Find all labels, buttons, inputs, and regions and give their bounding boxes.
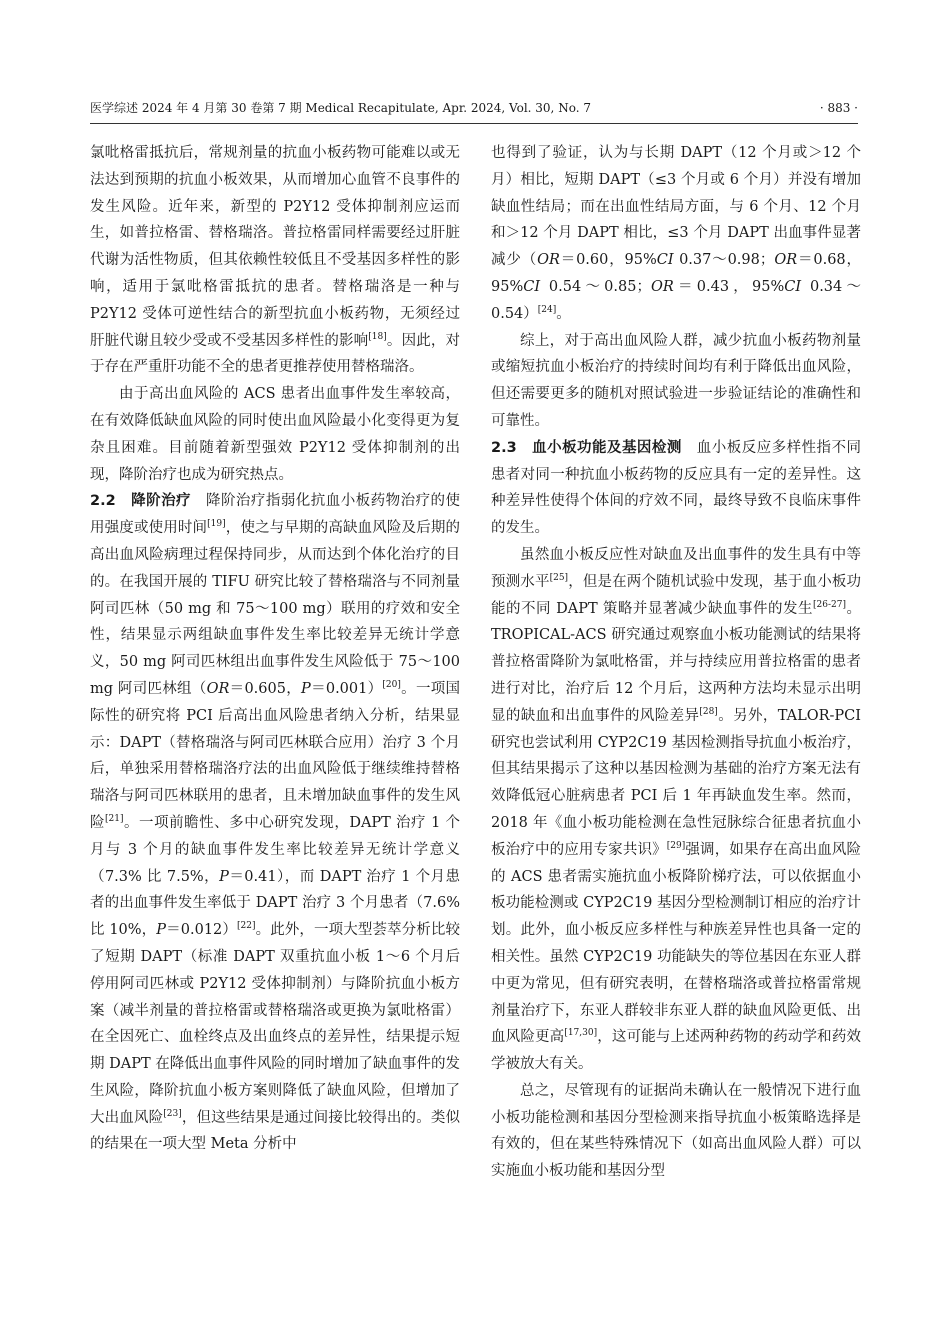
right-column	[491, 140, 861, 1185]
citation[interactable]: [20]	[382, 679, 401, 690]
running-header	[90, 100, 858, 122]
journal-header: 医学综述 2024 年 4 月第 30 卷第 7 期 Medical Recapitulate, Apr. 2024, Vol. 30, No. 7	[90, 101, 591, 115]
section-heading: 2.3 血小板功能及基因检测	[491, 439, 682, 456]
header-rule	[90, 123, 858, 124]
citation[interactable]: [18]	[368, 331, 387, 342]
citation[interactable]: [21]	[105, 813, 124, 824]
page-number: · 883 ·	[819, 101, 858, 115]
paragraph: 氯吡格雷抵抗后，常规剂量的抗血小板药物可能难以或无法达到预期的抗血小板效果，从而增加心血管不良事件的发生风险。近年来，新型的 P2Y12 受体抑制剂应运而生，如普拉格雷、替格瑞洛。普拉格雷同样需要经过肝脏代谢为活性物质，但其依赖性较低且不受基因多样性的影响，适用于氯吡格雷抵抗的患者。替格瑞洛是一种与 P2Y12 受体可逆性结合的新型抗血小板药物，无须经过肝脏代谢且较少受或不受基因多样性的影响[18]。因此，对于存在严重肝功能不全的患者更推荐使用替格瑞洛。	[90, 145, 461, 376]
paragraph: 总之，尽管现有的证据尚未确认在一般情况下进行血小板功能检测和基因分型检测来指导抗血小板策略选择是有效的，但在某些特殊情况下（如高出血风险人群）可以实施血小板功能和基因分型	[491, 1082, 861, 1180]
section-heading: 2.2 降阶治疗	[90, 493, 192, 510]
left-column	[90, 140, 460, 1158]
citation[interactable]: [22]	[237, 921, 256, 932]
citation[interactable]: [17,30]	[564, 1028, 598, 1039]
citation[interactable]: [24]	[537, 304, 557, 315]
citation[interactable]: [25]	[549, 572, 569, 583]
citation[interactable]: [26-27]	[813, 599, 846, 610]
citation[interactable]: [23]	[163, 1108, 182, 1119]
citation[interactable]: [29]	[666, 840, 686, 851]
citation[interactable]: [19]	[207, 519, 226, 530]
paragraph: 由于高出血风险的 ACS 患者出血事件发生率较高，在有效降低缺血风险的同时使出血风险最小化变得更为复杂且困难。目前随着新型强效 P2Y12 受体抑制剂的出现，降阶治疗也成为研究热点。	[90, 386, 460, 483]
paragraph: 综上，对于高出血风险人群，减少抗血小板药物剂量或缩短抗血小板治疗的持续时间均有利于降低出血风险，但还需要更多的随机对照试验进一步验证结论的准确性和可靠性。	[491, 332, 861, 429]
citation[interactable]: [28]	[699, 706, 718, 717]
paragraph: 虽然血小板反应性对缺血及出血事件的发生具有中等预测水平[25]，但是在两个随机试验中发现，基于血小板功能的不同 DAPT 策略并显著减少缺血事件的发生[26-27]。TROPICAL-ACS 研究通过观察血小板功能测试的结果将普拉格雷降阶为氯吡格雷，并与持续应用普拉格雷的患者进行对比，治疗后 12 个月后，这两种方法均未显示出明显的缺血和出血事件的风险差异[28]。另外，TALOR-PCI 研究也尝试利用 CYP2C19 基因检测指导抗血小板治疗，但其结果揭示了这种以基因检测为基础的治疗方案无法有效降低冠心脏病患者 PCI 后 1 年再缺血发生率。然而，2018 年《血小板功能检测在急性冠脉综合征患者抗血小板治疗中的应用专家共识》[29]强调，如果存在高出血风险的 ACS 患者需实施抗血小板降阶梯疗法，可以依据血小板功能检测或 CYP2C19 基因分型检测制订相应的治疗计划。此外，血小板反应多样性与种族差异性也具备一定的相关性。虽然 CYP2C19 功能缺失的等位基因在东亚人群中更为常见，但有研究表明，在替格瑞洛或普拉格雷常规剂量治疗下，东亚人群较非东亚人群的缺血风险更低、出血风险更高[17,30]，这可能与上述两种药物的药动学和药效学被放大有关。	[491, 546, 862, 1073]
paragraph: 2.2 降阶治疗 降阶治疗指弱化抗血小板药物治疗的使用强度或使用时间[19]，使之与早期的高缺血风险及后期的高出血风险病理过程保持同步，从而达到个体化治疗的目的。在我国开展的 TIFU 研究比较了替格瑞洛与不同剂量阿司匹林（50 mg 和 75～100 mg）联用的疗效和安全性，结果显示两组缺血事件发生率比较差异无统计学意义，50 mg 阿司匹林组出血事件发生风险低于 75～100 mg 阿司匹林组（OR＝0.605，P＝0.001）[20]。一项国际性的研究将 PCI 后高出血风险患者纳入分析，结果显示：DAPT（替格瑞洛与阿司匹林联合应用）治疗 3 个月后，单独采用替格瑞洛疗法的出血风险低于继续维持替格瑞洛与阿司匹林联用的患者，且未增加缺血事件的发生风险[21]。一项前瞻性、多中心研究发现，DAPT 治疗 1 个月与 3 个月的缺血事件发生率比较差异无统计学意义（7.3% 比 7.5%，P＝0.41），而 DAPT 治疗 1 个月患者的出血事件发生率低于 DAPT 治疗 3 个月患者（7.6% 比 10%，P＝0.012）[22]。此外，一项大型荟萃分析比较了短期 DAPT（标准 DAPT 双重抗血小板 1～6 个月后停用阿司匹林或 P2Y12 受体抑制剂）与降阶抗血小板方案（减半剂量的普拉格雷或替格瑞洛或更换为氯吡格雷）在全因死亡、血栓终点及出血终点的差异性，结果提示短期 DAPT 在降低出血事件风险的同时增加了缺血事件的发生风险，降阶抗血小板方案则降低了缺血风险，但增加了大出血风险[23]，但这些结果是通过间接比较得出的。类似的结果在一项大型 Meta 分析中	[90, 493, 461, 1153]
paragraph: 2.3 血小板功能及基因检测 血小板反应多样性指不同患者对同一种抗血小板药物的反应具有一定的差异性。这种差异性使得个体间的疗效不同，最终导致不良临床事件的发生。	[491, 439, 861, 537]
paragraph: 也得到了验证，认为与长期 DAPT（12 个月或＞12 个月）相比，短期 DAPT（≤3 个月或 6 个月）并没有增加缺血性结局；而在出血性结局方面，与 6 个月、12 个月和＞12 个月 DAPT 相比，≤3 个月 DAPT 出血事件显著减少（OR＝0.60，95%CI 0.37～0.98；OR＝0.68，95%CI 0.54～0.85；OR＝0.43，95%CI 0.34～0.54）[24]。	[491, 145, 862, 322]
